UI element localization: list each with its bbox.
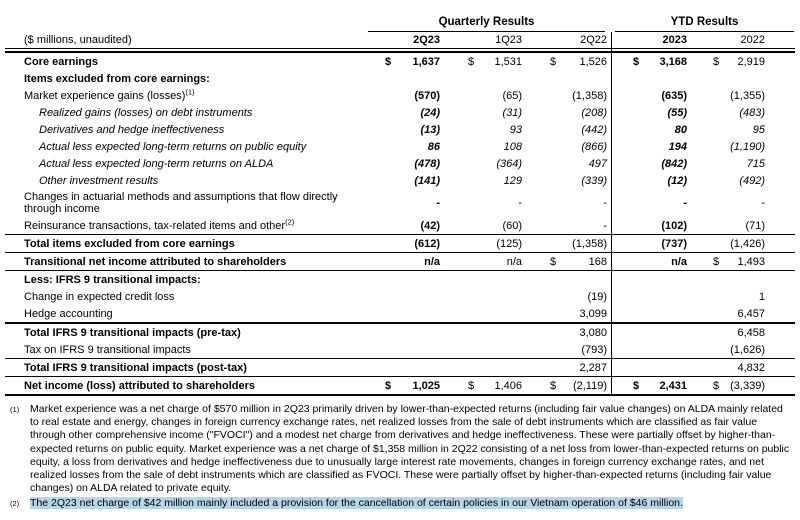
cell-value: -	[603, 219, 607, 232]
cell-value: (635)	[661, 89, 687, 102]
cell-value: (71)	[745, 219, 765, 232]
cell-2q22	[526, 56, 611, 68]
cell-2q23	[362, 197, 444, 209]
cell-1q23	[444, 220, 526, 232]
cell-1q23	[444, 256, 526, 268]
table-row	[5, 121, 795, 138]
cell-ytd2022	[691, 124, 769, 136]
cell-2q22	[526, 291, 611, 303]
row-label: Reinsurance transactions, tax-related items and other$^{(2)}$	[24, 216, 295, 232]
cell-value: (364)	[496, 157, 522, 170]
table-row	[5, 138, 795, 155]
cell-2q22	[526, 362, 611, 374]
cell-1q23	[444, 141, 526, 153]
cell-ytd2023	[611, 107, 691, 119]
footnote-2	[0, 497, 800, 510]
cell-2q22	[526, 220, 611, 232]
cell-1q23	[444, 238, 526, 250]
cell-ytd2022	[691, 308, 769, 320]
table-row	[5, 104, 795, 121]
table-row	[5, 324, 795, 341]
cell-value: 6,457	[737, 307, 765, 320]
cell-2q23	[362, 238, 444, 250]
row-label: Other investment results	[39, 174, 159, 187]
cell-2q22	[526, 141, 611, 153]
footnotes	[0, 403, 800, 511]
cell-1q23	[444, 107, 526, 119]
cell-value: (1,358)	[572, 89, 607, 102]
cell-value: (19)	[587, 290, 607, 303]
footnote-2-text: The 2Q23 net charge of $42 million mainly included a provision for the cancellation of certain policies in our Vietnam operation of $46 million.	[30, 497, 683, 510]
table-row	[5, 53, 795, 70]
cell-2q22	[526, 90, 611, 102]
quarterly-ytd-divider	[611, 32, 612, 396]
cell-value: (3,339)	[730, 379, 765, 392]
cell-value: 1,531	[494, 55, 522, 68]
table-row	[5, 172, 795, 189]
cell-2q23	[362, 90, 444, 102]
cell-value: -	[603, 197, 607, 209]
cell-2q22	[526, 344, 611, 356]
cell-1q23	[444, 124, 526, 136]
cell-1q23	[444, 380, 526, 392]
cell-value: 497	[588, 157, 607, 170]
cell-value: 1,493	[737, 255, 765, 268]
cell-2q23	[362, 107, 444, 119]
row-label: Tax on IFRS 9 transitional impacts	[24, 343, 191, 356]
cell-ytd2023	[611, 124, 691, 136]
cell-ytd2022	[691, 362, 769, 374]
cell-value: 2,919	[737, 55, 765, 68]
cell-ytd2023	[611, 256, 691, 268]
dollar-sign: $	[550, 379, 557, 392]
cell-value: (2,119)	[572, 379, 607, 392]
cell-value: 1,406	[494, 379, 522, 392]
cell-2q22	[526, 197, 611, 209]
cell-2q23	[362, 175, 444, 187]
cell-2q22	[526, 124, 611, 136]
column-header-ytd2023: 2023	[662, 34, 687, 46]
cell-2q23	[362, 380, 444, 392]
cell-value: n/a	[424, 255, 440, 268]
cell-2q22	[526, 238, 611, 250]
cell-ytd2022	[691, 197, 769, 209]
row-label: Total IFRS 9 transitional impacts (post-tax)	[24, 361, 247, 374]
table-row	[5, 189, 795, 217]
footnote-1-text: Market experience was a net charge of $570 million in 2Q23 primarily driven by lower-than-expected returns (including fair value changes) on ALDA mainly related to real estate and energy, changes in foreign currency exchange rates, net realized losses from the sale of debt instruments which are classified as fair value through other comprehensive income ("FVOCI") and a modest net charge from derivatives and hedge ineffectiveness. These were partially offset by higher-than-expected returns on public equity. Market experience was a net charge of $1,358 million in 2Q22 consisting of a net loss from lower-than-expected returns on public equity, a loss from derivatives and hedge ineffectiveness due to unusually large interest rate movements, changes in foreign currency exchange rates, and net realized losses from the sale of debt instruments which are classified as FVOCI. These were partially offset by higher-than-expected returns (including fair value changes) on ALDA related to private equity.	[30, 403, 790, 495]
cell-ytd2023	[611, 158, 691, 170]
unit-label: ($ millions, unaudited)	[24, 34, 132, 46]
cell-value: (55)	[667, 106, 687, 119]
cell-value: 3,168	[659, 55, 687, 68]
cell-ytd2022	[691, 107, 769, 119]
column-header-2q23: 2Q23	[413, 34, 440, 46]
cell-2q22	[526, 327, 611, 339]
cell-value: 2,431	[659, 379, 687, 392]
column-header-ytd2022: 2022	[740, 34, 765, 46]
cell-value: (842)	[661, 157, 687, 170]
cell-value: (31)	[502, 106, 522, 119]
cell-value: (339)	[581, 174, 607, 187]
cell-1q23	[444, 175, 526, 187]
cell-value: n/a	[506, 255, 522, 268]
cell-value: (793)	[581, 343, 607, 356]
table-row	[5, 70, 795, 87]
cell-ytd2022	[691, 56, 769, 68]
cell-value: n/a	[671, 255, 687, 268]
cell-value: (442)	[581, 123, 607, 136]
group-header-row	[0, 6, 800, 32]
cell-ytd2023	[611, 56, 691, 68]
row-label: Less: IFRS 9 transitional impacts:	[24, 273, 201, 286]
cell-2q22	[526, 175, 611, 187]
cell-2q22	[526, 380, 611, 392]
cell-ytd2022	[691, 238, 769, 250]
cell-value: (1,626)	[730, 343, 765, 356]
cell-value: 80	[674, 123, 687, 136]
cell-value: 3,099	[579, 307, 607, 320]
row-label: Total IFRS 9 transitional impacts (pre-tax)	[24, 326, 241, 339]
column-header-1q23: 1Q23	[495, 34, 522, 46]
dollar-sign: $	[385, 379, 392, 392]
cell-ytd2022	[691, 327, 769, 339]
cell-value: (60)	[502, 219, 522, 232]
row-label: Changes in actuarial methods and assumptions that flow directly through income	[24, 191, 338, 215]
dollar-sign: $	[713, 379, 720, 392]
cell-ytd2022	[691, 158, 769, 170]
cell-ytd2023	[611, 141, 691, 153]
row-label: Change in expected credit loss	[24, 290, 175, 303]
cell-value: (737)	[661, 237, 687, 250]
cell-2q22	[526, 107, 611, 119]
dollar-sign: $	[468, 55, 475, 68]
dollar-sign: $	[633, 379, 640, 392]
cell-value: (612)	[414, 237, 440, 250]
cell-ytd2022	[691, 90, 769, 102]
row-label: Actual less expected long-term returns on public equity	[39, 140, 307, 153]
cell-2q23	[362, 256, 444, 268]
cell-ytd2023	[611, 197, 691, 209]
cell-ytd2022	[691, 344, 769, 356]
cell-value: (65)	[502, 89, 522, 102]
cell-2q22	[526, 308, 611, 320]
cell-value: (1,355)	[730, 89, 765, 102]
footnote-ref: (2)	[285, 216, 295, 226]
cell-value: (483)	[739, 106, 765, 119]
table-row	[5, 155, 795, 172]
cell-2q22	[526, 256, 611, 268]
cell-ytd2023	[611, 238, 691, 250]
cell-value: (125)	[496, 237, 522, 250]
cell-value: (492)	[739, 174, 765, 187]
dollar-sign: $	[713, 255, 720, 268]
cell-value: (42)	[420, 219, 440, 232]
table-row	[5, 377, 795, 396]
cell-value: (208)	[581, 106, 607, 119]
table-row	[5, 341, 795, 359]
table-row	[5, 235, 795, 253]
cell-ytd2022	[691, 291, 769, 303]
cell-value: (1,190)	[730, 140, 765, 153]
footnote-2-marker: (2)	[10, 499, 20, 509]
quarterly-results-header: Quarterly Results	[368, 16, 605, 32]
cell-2q22	[526, 158, 611, 170]
cell-value: 168	[588, 255, 607, 268]
cell-value: 93	[509, 123, 522, 136]
cell-ytd2022	[691, 380, 769, 392]
row-label: Core earnings	[24, 55, 98, 68]
row-label: Items excluded from core earnings:	[24, 72, 210, 85]
cell-value: 2,287	[579, 361, 607, 374]
table-row	[5, 359, 795, 377]
dollar-sign: $	[550, 255, 557, 268]
table-row	[5, 87, 795, 104]
cell-value: (570)	[414, 89, 440, 102]
cell-ytd2022	[691, 256, 769, 268]
row-label: Actual less expected long-term returns on ALDA	[39, 157, 274, 170]
cell-value: (102)	[661, 219, 687, 232]
cell-1q23	[444, 158, 526, 170]
cell-value: 6,458	[737, 326, 765, 339]
cell-value: 1,526	[579, 55, 607, 68]
cell-1q23	[444, 90, 526, 102]
ytd-results-header: YTD Results	[615, 16, 794, 32]
row-label: Transitional net income attributed to shareholders	[24, 255, 287, 268]
dollar-sign: $	[713, 55, 720, 68]
cell-value: (1,426)	[730, 237, 765, 250]
cell-value: -	[436, 197, 440, 209]
cell-value: -	[518, 197, 522, 209]
row-label: Derivatives and hedge ineffectiveness	[39, 123, 225, 136]
cell-value: 1,025	[412, 379, 440, 392]
cell-value: -	[761, 197, 765, 209]
cell-1q23	[444, 197, 526, 209]
row-label: Realized gains (losses) on debt instruments	[39, 106, 253, 119]
row-label: Total items excluded from core earnings	[24, 237, 235, 250]
cell-2q23	[362, 141, 444, 153]
cell-value: (866)	[581, 140, 607, 153]
dollar-sign: $	[468, 379, 475, 392]
cell-value: 129	[503, 174, 522, 187]
cell-value: (478)	[414, 157, 440, 170]
cell-ytd2022	[691, 175, 769, 187]
row-label: Net income (loss) attributed to shareholders	[24, 379, 256, 392]
cell-2q23	[362, 56, 444, 68]
column-header-2q22: 2Q22	[580, 34, 607, 46]
row-label: Hedge accounting	[24, 307, 113, 320]
cell-1q23	[444, 56, 526, 68]
cell-ytd2023	[611, 380, 691, 392]
footnote-1	[0, 403, 800, 495]
cell-value: 715	[746, 157, 765, 170]
cell-2q23	[362, 124, 444, 136]
cell-value: (24)	[420, 106, 440, 119]
cell-value: (12)	[667, 174, 687, 187]
cell-value: 4,832	[737, 361, 765, 374]
cell-ytd2023	[611, 220, 691, 232]
table-body	[0, 53, 800, 396]
cell-2q23	[362, 158, 444, 170]
cell-value: 1,637	[412, 55, 440, 68]
cell-ytd2022	[691, 220, 769, 232]
cell-ytd2023	[611, 175, 691, 187]
cell-2q23	[362, 220, 444, 232]
row-label: Market experience gains (losses)$^{(1)}$	[24, 86, 195, 102]
table-row	[5, 305, 795, 324]
column-header-row	[5, 32, 795, 49]
dollar-sign: $	[385, 55, 392, 68]
footnote-ref: (1)	[185, 86, 195, 96]
cell-value: 86	[427, 140, 440, 153]
dollar-sign: $	[550, 55, 557, 68]
table-row	[5, 271, 795, 288]
cell-ytd2022	[691, 141, 769, 153]
cell-value: 95	[752, 123, 765, 136]
cell-value: (141)	[414, 174, 440, 187]
cell-value: 3,080	[579, 326, 607, 339]
footnote-1-marker: (1)	[10, 405, 20, 414]
cell-value: -	[683, 197, 687, 209]
cell-value: 194	[668, 140, 687, 153]
cell-value: (1,358)	[572, 237, 607, 250]
dollar-sign: $	[633, 55, 640, 68]
cell-value: 1	[758, 290, 765, 303]
cell-value: (13)	[420, 123, 440, 136]
cell-ytd2023	[611, 90, 691, 102]
table-row	[5, 217, 795, 235]
cell-value: 108	[503, 140, 522, 153]
table-row	[5, 288, 795, 305]
table-row	[5, 253, 795, 271]
